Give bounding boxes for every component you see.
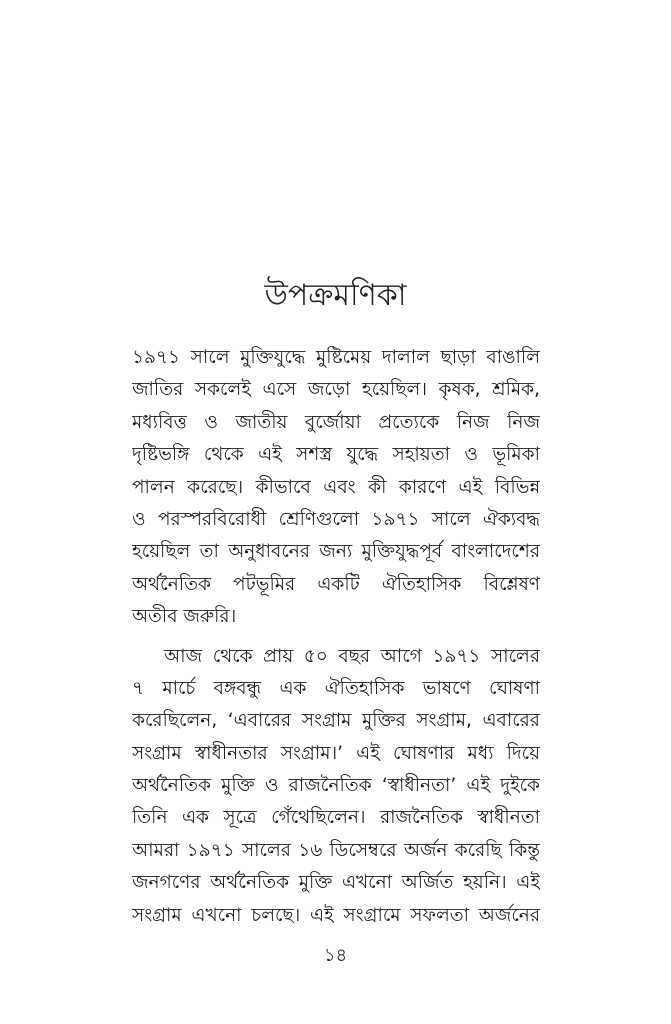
text-line: দৃষ্টিভঙ্গি থেকে এই সশস্ত্র যুদ্ধে সহায়তা ও ভূমিকা: [132, 444, 540, 466]
paragraph-spacer: [132, 634, 540, 641]
text-line: করেছিলেন, ‘এবারের সংগ্রাম মুক্তির সংগ্রাম, এবারের: [132, 710, 540, 732]
page-number: ১৪: [323, 945, 348, 966]
text-line: অর্থনৈতিক পটভূমির একটি ঐতিহাসিক বিশ্লেষণ: [132, 573, 540, 595]
paragraph-2: [132, 641, 540, 933]
text-line: তিনি এক সূত্রে গেঁথেছিলেন। রাজনৈতিক স্বাধীনতা: [132, 807, 540, 829]
text-line: জাতির সকলেই এসে জড়ো হয়েছিল। কৃষক, শ্রমিক,: [132, 379, 540, 401]
text-line: অতীব জরুরি।: [132, 606, 237, 628]
text-line: সংগ্রাম এখনো চলছে। এই সংগ্রামে সফলতা অর্জনের: [132, 904, 540, 926]
text-line: ও পরস্পরবিরোধী শ্রেণিগুলো ১৯৭১ সালে ঐক্যবদ্ধ: [132, 508, 540, 530]
body-text: [132, 342, 540, 932]
text-line: ১৯৭১ সালে মুক্তিযুদ্ধে মুষ্টিমেয় দালাল ছাড়া বাঙালি: [132, 347, 540, 368]
paragraph-1: [132, 342, 540, 634]
text-line: মধ্যবিত্ত ও জাতীয় বুর্জোয়া প্রত্যেকে নিজ নিজ: [132, 411, 540, 433]
text-line: ৭ মার্চে বঙ্গবন্ধু এক ঐতিহাসিক ভাষণে ঘোষণা: [132, 677, 540, 699]
chapter-title: উপক্রমণিকা: [264, 278, 407, 313]
text-line: পালন করেছে। কীভাবে এবং কী কারণে এই বিভিন্ন: [132, 476, 540, 498]
text-line: আজ থেকে প্রায় ৫০ বছর আগে ১৯৭১ সালের: [164, 645, 540, 667]
text-line: জনগণের অর্থনৈতিক মুক্তি এখনো অর্জিত হয়নি। এই: [132, 872, 540, 894]
text-line: অর্থনৈতিক মুক্তি ও রাজনৈতিক ‘স্বাধীনতা’ এই দুইকে: [132, 775, 540, 797]
text-line: সংগ্রাম স্বাধীনতার সংগ্রাম।’ এই ঘোষণার মধ্য দিয়ে: [132, 742, 540, 764]
text-line: হয়েছিল তা অনুধাবনের জন্য মুক্তিযুদ্ধপূর্ব বাংলাদেশের: [132, 541, 540, 563]
text-line: আমরা ১৯৭১ সালের ১৬ ডিসেম্বরে অর্জন করেছি কিন্তু: [132, 839, 540, 861]
